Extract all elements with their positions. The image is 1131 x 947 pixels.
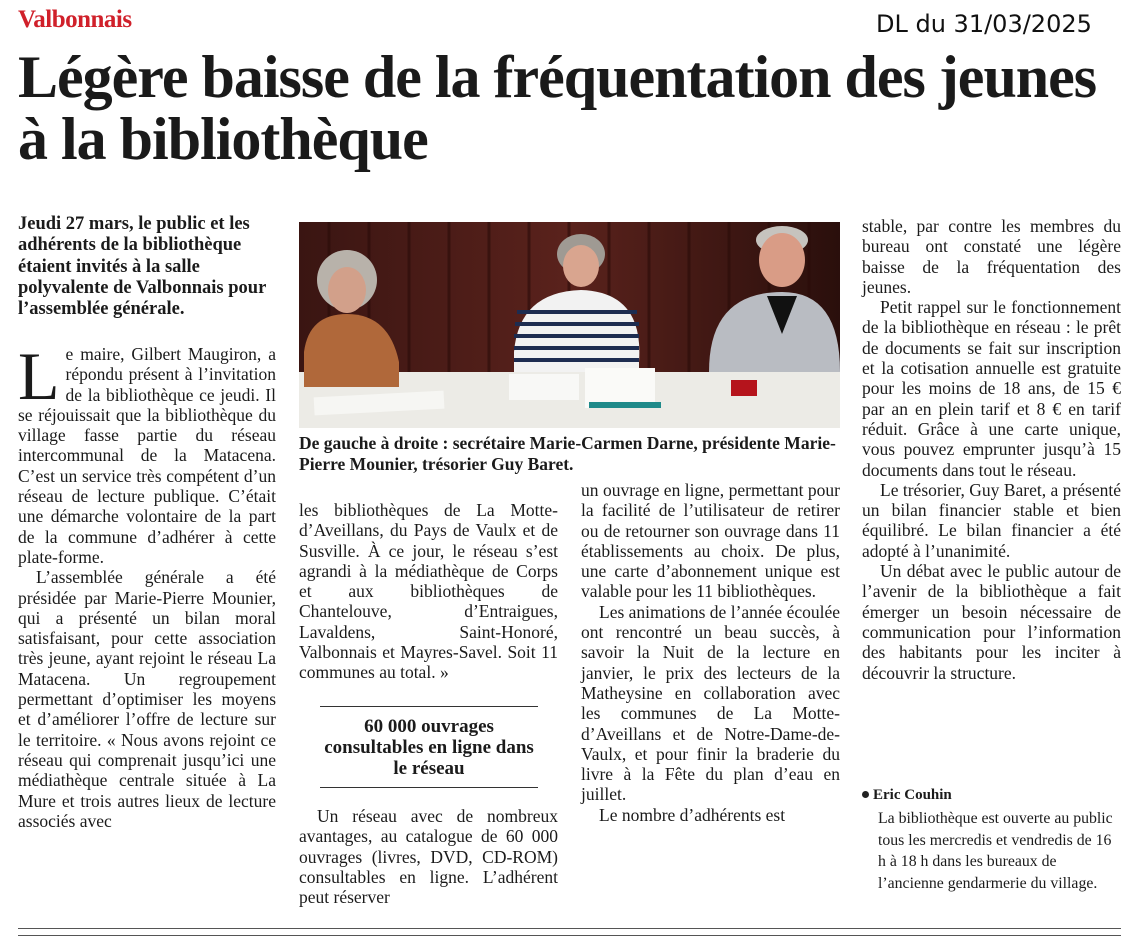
- section-rubric: Valbonnais: [18, 6, 132, 33]
- paragraph-5: un ouvrage en ligne, permettant pour la facilité de l’utilisateur de retirer ou de retourner son ouvrage dans 11 établissements au choix. De plus, une carte d’abonnement unique est valable pour les 11 bibliothèques.: [581, 480, 840, 602]
- paragraph-7: Le nombre d’adhérents est: [599, 804, 786, 825]
- opening-hours-info: La bibliothèque est ouverte au public tous les mercredis et vendredis de 16 h à 18 h dans les bureaux de l’ancienne gendarmerie du village.: [878, 810, 1113, 892]
- paragraph-4: Un réseau avec de nombreux avantages, au catalogue de 60 000 ouvrages (livres, DVD, CD-ROM) consultables en ligne. L’adhérent peut réserver: [299, 806, 558, 908]
- article-column-2-continued: [299, 806, 558, 907]
- paragraph-6: Les animations de l’année écoulée ont rencontré un beau succès, à savoir la Nuit de la lecture en janvier, le prix des lecteurs de la Matheysine en collaboration avec les communes de La Motte-d’Aveillans et de Notre-Dame-de-Vaulx, et pour finir la braderie du livre à la Fête du plan d’eau en juillet.: [581, 601, 841, 805]
- bottom-rule: [18, 928, 1121, 929]
- article-column-4: [862, 216, 1121, 683]
- article-column-3: [581, 480, 840, 825]
- paragraph-8: stable, par contre les membres du bureau ont constaté une légère baisse de la fréquentation des jeunes.: [862, 216, 1121, 297]
- bottom-rule-double: [18, 935, 1121, 936]
- paragraph-3: les bibliothèques de La Motte-d’Aveillans, du Pays de Vaulx et de Susville. À ce jour, le réseau s’est agrandi à la médiathèque de Corps et aux bibliothèques de Chantelouve, d’Entraigues, Lavaldens, Saint-Honoré, Valbonnais et Mayres-Savel. Soit 11 communes au total. »: [299, 500, 558, 683]
- article-lead: Jeudi 27 mars, le public et les adhérents de la bibliothèque étaient invités à la salle polyvalente de Valbonnais pour l’assemblée générale.: [18, 214, 266, 320]
- paragraph-1-text: e maire, Gilbert Maugiron, a répondu présent à l’invitation de la bibliothèque ce jeudi. Il se réjouissait que la bibliothèque du village fasse partie du réseau intercommunal de la Matacena. C’est un service très compétent d’un réseau de lecture publique. C’était une démarche volontaire de la part de la commune d’adhérer à cette plate-forme.: [18, 344, 276, 567]
- paragraph-2: L’assemblée générale a été présidée par Marie-Pierre Mounier, qui a présenté un bilan moral satisfaisant, pour cette association très jeune, ayant rejoint le réseau La Matacena. Un regroupement permettant d’optimiser les moyens et d’améliorer l’offre de lecture sur le territoire. « Nous avons rejoint ce réseau qui comprenait jusqu’ici une médiathèque centrale située à La Mure et trois autres lieux de lecture associés avec: [18, 567, 276, 831]
- paragraph-10: Le trésorier, Guy Baret, a présenté un bilan financier stable et bien équilibré. Le bilan financier a été adopté à l’unanimité.: [862, 479, 1121, 561]
- article-column-1: [18, 338, 276, 831]
- source-date-label: DL du 31/03/2025: [876, 10, 1092, 38]
- bullet-icon: [862, 791, 869, 798]
- paragraph-11: Un débat avec le public autour de l’avenir de la bibliothèque a fait émerger un besoin nécessaire de communication pour l’information des habitants pour les inciter à découvrir la structure.: [862, 561, 1121, 683]
- paragraph-1: [18, 338, 276, 567]
- paragraph-9: Petit rappel sur le fonctionnement de la bibliothèque en réseau : le prêt de documents se fait sur inscription et la cotisation annuelle est gratuite pour les moins de 18 ans, de 15 € par an en plein tarif et 8 € en tarif réduit. Grâce à une carte unique, vous pouvez emprunter jusqu’à 15 documents dans tout le réseau.: [862, 297, 1121, 480]
- article-headline: Légère baisse de la fréquentation des jeunes à la bibliothèque: [18, 44, 1097, 172]
- photo-caption: De gauche à droite : secrétaire Marie-Carmen Darne, présidente Marie-Pierre Mounier, trésorier Guy Baret.: [299, 433, 836, 474]
- article-photo: [299, 222, 840, 428]
- drop-cap: L: [18, 338, 60, 414]
- article-column-2: [299, 500, 558, 683]
- author-name: Eric Couhin: [873, 787, 952, 803]
- author-byline: [862, 787, 1121, 804]
- pull-quote: 60 000 ouvrages consultables en ligne dans le réseau: [320, 706, 538, 788]
